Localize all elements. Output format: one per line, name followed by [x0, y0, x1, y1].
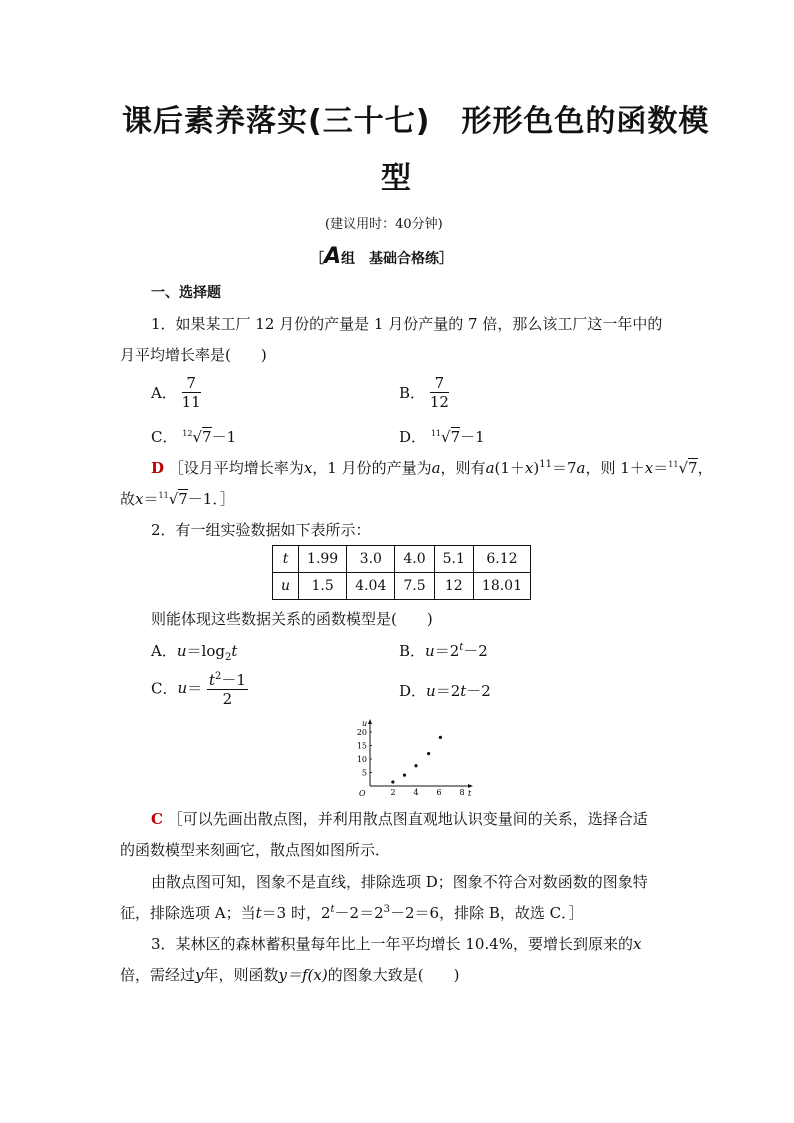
- option-label: C．: [151, 428, 178, 446]
- var: x: [303, 459, 313, 477]
- q2-option-a: [151, 640, 237, 663]
- fraction: [207, 668, 248, 708]
- text: ): [533, 459, 540, 477]
- x-axis-arrow: [468, 784, 473, 788]
- table-row: [273, 573, 531, 600]
- var: a: [485, 459, 495, 477]
- q1-stem-line1: 1．如果某工厂 12 月份的产量是 1 月份产量的 7 倍，那么该工厂这一年中的: [151, 315, 663, 333]
- text: ＝2: [434, 642, 460, 660]
- table-cell: 4.04: [347, 573, 395, 600]
- option-label: A．: [151, 642, 177, 660]
- y-tick-label: 20: [356, 728, 367, 737]
- root-index: 11: [430, 429, 441, 438]
- text: ［设月平均增长率为: [168, 459, 304, 477]
- q3-stem-line2: [120, 964, 459, 985]
- exponent: 2: [214, 671, 222, 682]
- x-tick-label: 8: [459, 788, 465, 796]
- fraction: [182, 374, 201, 411]
- data-points: [391, 736, 442, 784]
- radicand: 7: [202, 428, 212, 446]
- bracket-open: ［: [310, 251, 324, 267]
- var: u: [425, 642, 435, 660]
- var: t: [231, 642, 238, 660]
- radicand: 7: [178, 490, 188, 508]
- text: ，则 1＋: [585, 459, 645, 477]
- q2-solution-line1: [151, 808, 648, 829]
- group-header: [310, 244, 453, 269]
- text: ，1 月份的产量为: [312, 459, 432, 477]
- table-cell: 4.0: [395, 546, 434, 573]
- q2-option-b: [399, 640, 488, 661]
- scatter-point: [427, 752, 430, 755]
- radicand: 7: [450, 428, 461, 446]
- origin-label: O: [359, 789, 366, 796]
- radical-sign: √: [678, 459, 689, 477]
- text: －2: [466, 682, 491, 700]
- denominator: 11: [181, 393, 201, 411]
- q1-stem-line2: 月平均增长率是( ): [120, 346, 267, 364]
- page-title-continued: 型: [381, 161, 412, 196]
- x-tick-label: 4: [413, 788, 419, 796]
- text: 倍，需经过: [120, 966, 196, 984]
- text: ＝3 时，2: [261, 904, 331, 922]
- exponent: t: [330, 904, 335, 915]
- var: u: [426, 682, 436, 700]
- radical-sign: √: [441, 428, 451, 446]
- row-header: [273, 573, 299, 600]
- scatter-point: [391, 780, 394, 783]
- text: －1: [221, 671, 246, 689]
- q1-solution-line1: [151, 457, 713, 478]
- var: u: [176, 642, 187, 660]
- x-ticks: [390, 788, 464, 796]
- table-cell: 18.01: [473, 573, 530, 600]
- exponent: 3: [383, 904, 390, 915]
- q1-solution-line2: [120, 488, 235, 509]
- denominator: 12: [429, 393, 449, 411]
- var: x: [524, 459, 534, 477]
- q1-option-d: [399, 426, 485, 447]
- table-cell: 1.5: [299, 573, 347, 600]
- q2-option-c: [151, 668, 248, 708]
- option-label: B．: [399, 384, 426, 402]
- option-label: B．: [399, 642, 426, 660]
- q2-option-d: [399, 680, 491, 701]
- scatter-plot: [340, 716, 476, 796]
- option-label: D．: [399, 682, 427, 700]
- text: ［可以先画出散点图，并利用散点图直观地认识变量间的关系，选择合适: [167, 810, 648, 828]
- section-heading: 一、选择题: [151, 285, 221, 301]
- text: ＝7: [551, 459, 577, 477]
- text: ＝: [187, 679, 203, 698]
- option-tail: －1: [211, 428, 237, 446]
- var: x: [632, 935, 642, 953]
- option-label: D．: [399, 428, 427, 446]
- radical-sign: √: [168, 490, 179, 508]
- q2-data-table: [272, 545, 531, 600]
- answer-letter: D: [151, 459, 165, 477]
- var: t: [255, 904, 262, 922]
- var: a: [431, 459, 441, 477]
- text: ，则有: [440, 459, 486, 477]
- text: 故: [120, 490, 136, 508]
- q2-solution-line4: [120, 902, 584, 923]
- radical-sign: √: [192, 428, 203, 446]
- option-label: A．: [151, 384, 177, 402]
- q1-option-a: [151, 374, 201, 411]
- q2-solution-line3: 由散点图可知，图象不是直线，排除选项 D；图象不符合对数函数的图象特: [151, 873, 648, 891]
- var: u: [177, 679, 188, 697]
- var: y＝f(x): [278, 966, 328, 984]
- exponent: t: [459, 642, 464, 653]
- table-cell: 3.0: [347, 546, 395, 573]
- q1-option-c: [151, 426, 236, 447]
- text: (1＋: [494, 459, 525, 477]
- group-letter: A: [324, 244, 342, 269]
- radicand: 7: [688, 459, 698, 477]
- table-cell: 5.1: [434, 546, 473, 573]
- text: 的图象大致是( ): [327, 966, 460, 984]
- y-axis-label: u: [362, 719, 368, 728]
- scatter-point: [414, 764, 417, 767]
- y-tick-label: 5: [361, 768, 367, 778]
- var: t: [282, 551, 289, 567]
- q2-solution-line2: 的函数模型来刻画它，散点图如图所示．: [120, 841, 391, 859]
- text: －2: [463, 642, 488, 660]
- option-label: C．: [151, 679, 178, 698]
- root-index: 12: [182, 429, 193, 438]
- table-row: [273, 546, 531, 573]
- var: t: [208, 671, 215, 689]
- text: ＝: [143, 490, 159, 508]
- table-cell: 7.5: [395, 573, 434, 600]
- text: 年，则函数: [203, 966, 279, 984]
- table-cell: 1.99: [299, 546, 347, 573]
- text: －2＝2: [334, 904, 384, 922]
- x-tick-label: 6: [436, 788, 442, 796]
- row-header: [273, 546, 299, 573]
- group-title: 组 基础合格练: [341, 251, 440, 267]
- text: 征，排除选项 A；当: [120, 904, 256, 922]
- text: ＝log: [186, 642, 225, 660]
- y-axis-arrow: [368, 719, 372, 724]
- text: ＝2: [435, 682, 461, 700]
- table-cell: 6.12: [473, 546, 530, 573]
- scatter-point: [439, 736, 442, 739]
- y-tick-label: 10: [356, 755, 367, 764]
- answer-letter: C: [151, 810, 163, 828]
- scatter-point: [403, 773, 406, 776]
- var: t: [460, 682, 467, 700]
- q1-option-b: [399, 374, 449, 411]
- x-axis-label: t: [468, 789, 472, 796]
- numerator: 7: [430, 374, 449, 393]
- table-cell: 12: [434, 573, 473, 600]
- y-tick-label: 15: [356, 741, 367, 751]
- text: ，: [697, 459, 713, 477]
- option-tail: －1: [460, 428, 485, 446]
- root-index: 11: [668, 460, 679, 469]
- log-base: 2: [224, 652, 232, 663]
- var: x: [644, 459, 654, 477]
- root-index: 11: [158, 491, 169, 500]
- text: ＝: [653, 459, 669, 477]
- text: －1．］: [187, 490, 235, 508]
- exponent: 11: [539, 459, 552, 470]
- denominator: 2: [222, 690, 233, 708]
- text: 3．某林区的森林蓄积量每年比上一年平均增长 10.4%，要增长到原来的: [151, 935, 633, 953]
- var: u: [281, 578, 291, 594]
- numerator: [207, 668, 248, 690]
- suggested-time: (建议用时：40分钟): [325, 217, 443, 232]
- bracket-close: ］: [439, 251, 454, 267]
- x-tick-label: 2: [390, 788, 396, 796]
- fraction: [430, 374, 449, 411]
- q2-stem-line1: 2．有一组实验数据如下表所示：: [151, 521, 371, 539]
- text: －2＝6，排除 B，故选 C．］: [390, 904, 584, 922]
- page-title: 课后素养落实(三十七) 形形色色的函数模: [122, 104, 710, 139]
- q2-stem-line2: 则能体现这些数据关系的函数模型是( ): [151, 610, 433, 628]
- var: x: [135, 490, 144, 508]
- var: a: [576, 459, 586, 477]
- numerator: 7: [182, 374, 201, 393]
- var: y: [195, 966, 204, 984]
- q3-stem-line1: [151, 933, 641, 954]
